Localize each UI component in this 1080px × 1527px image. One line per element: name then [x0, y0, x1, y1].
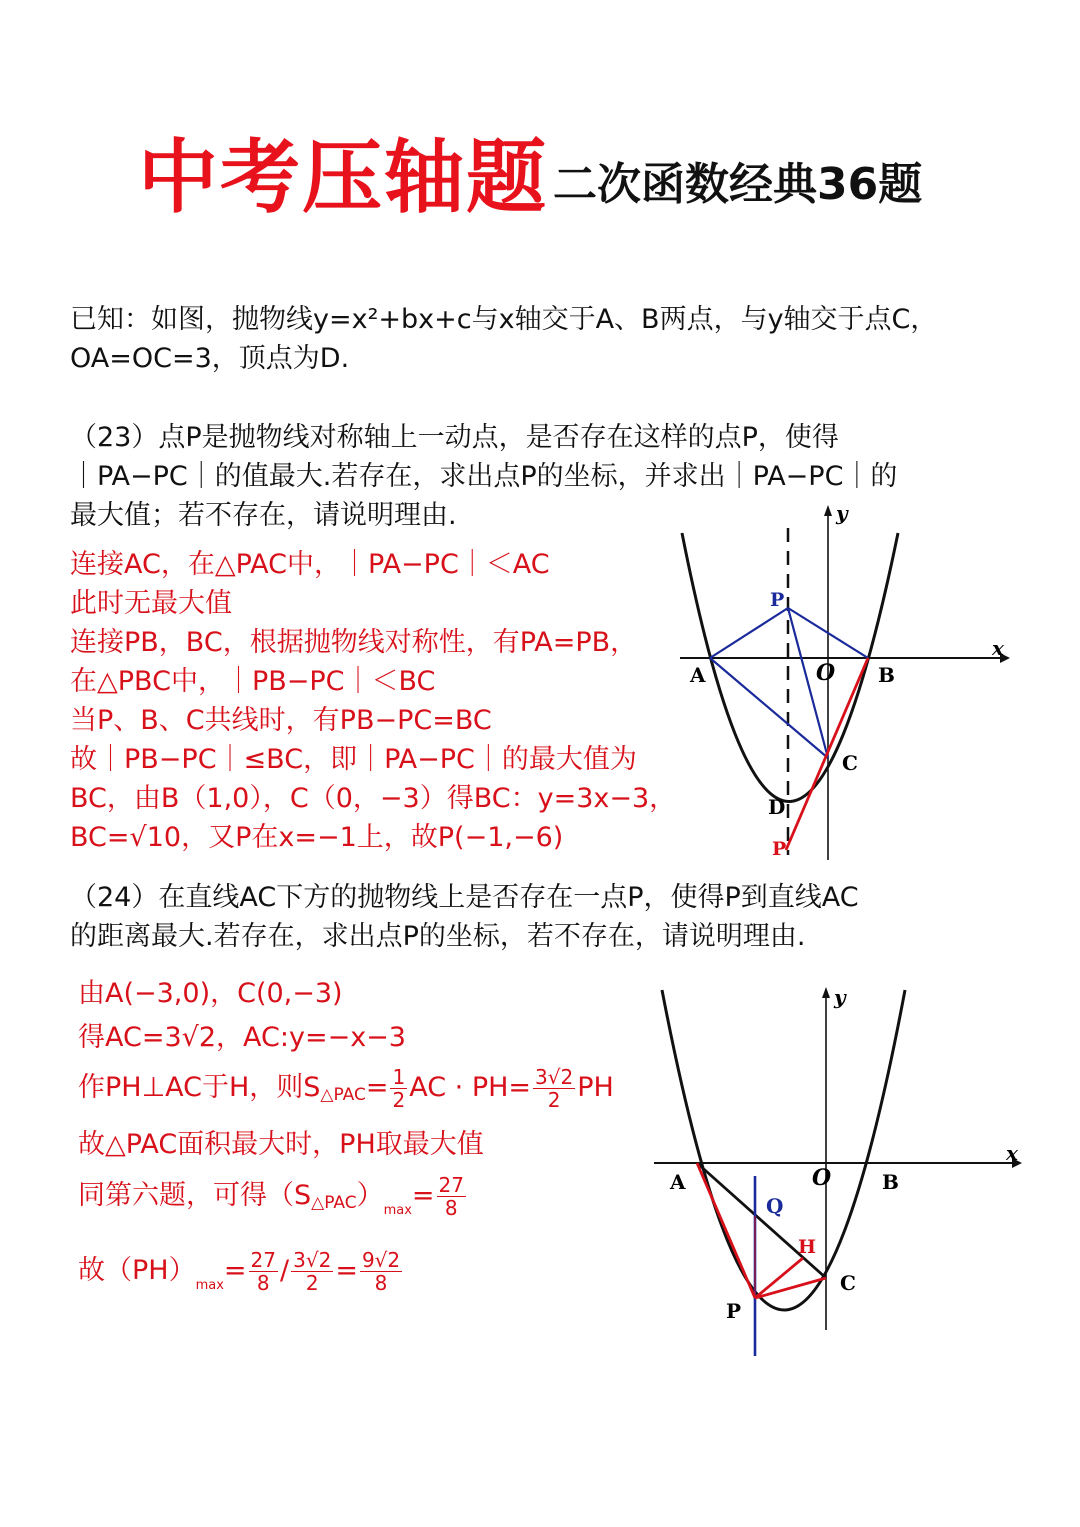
q23-line-1: （23）点P是抛物线对称轴上一动点，是否存在这样的点P，使得 [70, 422, 839, 453]
fig1-label-c: C [842, 751, 858, 775]
given-text [70, 300, 937, 378]
q23-answer-line: 在△PBC中，｜PB−PC｜＜BC [70, 666, 436, 697]
fig1-label-a: A [690, 663, 706, 687]
fig1-label-b: B [878, 663, 895, 687]
fig2-label-q: Q [766, 1194, 784, 1218]
fig1-parabola-curve [682, 533, 898, 802]
q24-answer-line-4: 故△PAC面积最大时，PH取最大值 [78, 1129, 484, 1160]
q24-answer-line-5: 同第六题，可得$(S_{\triangle PAC})_{max}=$ $\frac{27}{8}$ [78, 1173, 464, 1220]
q24-question [70, 878, 859, 956]
q23-answer-line: 连接PB，BC，根据抛物线对称性，有PA=PB， [70, 627, 638, 658]
q24-answer-line-6: 故$(PH)_{max}=$ $\frac{27}{8}$ / $\frac{3√2}{2}$ = $\frac{9√2}{8}$ [78, 1248, 401, 1295]
q24-line-2: 的距离最大.若存在，求出点P的坐标，若不存在，请说明理由. [70, 921, 806, 952]
q24-answer-line-3: 作PH⊥AC于H，则$S_{\triangle PAC}=$ $\frac{1}{2}$ AC · PH= $\frac{3√2}{2}$ PH [78, 1065, 614, 1112]
fig2-parabola-curve [662, 990, 905, 1310]
q23-answer [70, 545, 676, 857]
q23-line-3: 最大值；若不存在，请说明理由. [70, 500, 457, 531]
given-line-1: 已知：如图，抛物线y=x²+bx+c与x轴交于A、B两点，与y轴交于点C， [70, 304, 938, 335]
fig2-label-p: P [726, 1299, 742, 1323]
q23-line-2: ｜PA−PC｜的值最大.若存在，求出点P的坐标，并求出｜PA−PC｜的 [70, 461, 898, 492]
fig2-label-o: O [812, 1165, 832, 1191]
page-title: 中考压轴题 [138, 131, 548, 224]
fig2-label-b: B [882, 1170, 899, 1194]
fig1-label-p-top: P [770, 589, 785, 611]
fig2-label-x: x [1006, 1141, 1018, 1165]
fig1-label-y: y [836, 501, 848, 525]
q23-answer-line: 当P、B、C共线时，有PB−PC=BC [70, 705, 492, 736]
fig2-label-c: C [840, 1271, 856, 1295]
q23-answer-line: 故｜PB−PC｜≤BC，即｜PA−PC｜的最大值为 [70, 744, 637, 775]
fig1-label-p-bottom: P [772, 838, 787, 860]
q23-answer-line: BC=√10，又P在x=−1上，故P(−1,−6) [70, 822, 564, 853]
q24-answer [78, 972, 614, 1317]
q23-answer-line: 此时无最大值 [70, 588, 232, 619]
fig2-line-ac [697, 1163, 826, 1278]
title-row [138, 128, 958, 228]
q23-answer-line: BC，由B（1,0），C（0，−3）得BC：y=3x−3， [70, 783, 677, 814]
figure-1-parabola [640, 500, 1020, 870]
q23-answer-line: 连接AC，在△PAC中，｜PA−PC｜＜AC [70, 549, 550, 580]
fig2-label-y: y [834, 985, 846, 1009]
fig1-label-d: D [768, 795, 786, 819]
q24-answer-line-2: 得AC=3√2，AC:y=−x−3 [78, 1022, 406, 1053]
fig1-label-o: O [816, 660, 836, 686]
fig2-label-a: A [670, 1170, 686, 1194]
given-line-2: OA=OC=3，顶点为D. [70, 343, 350, 374]
figure-2-parabola [640, 980, 1040, 1370]
page-subtitle: 二次函数经典36题 [553, 159, 923, 210]
fig2-label-h: H [798, 1236, 816, 1258]
q24-line-1: （24）在直线AC下方的抛物线上是否存在一点P，使得P到直线AC [70, 882, 859, 913]
fig1-label-x: x [992, 636, 1004, 660]
q24-answer-line-1: 由A(−3,0)，C(0,−3) [78, 978, 343, 1009]
